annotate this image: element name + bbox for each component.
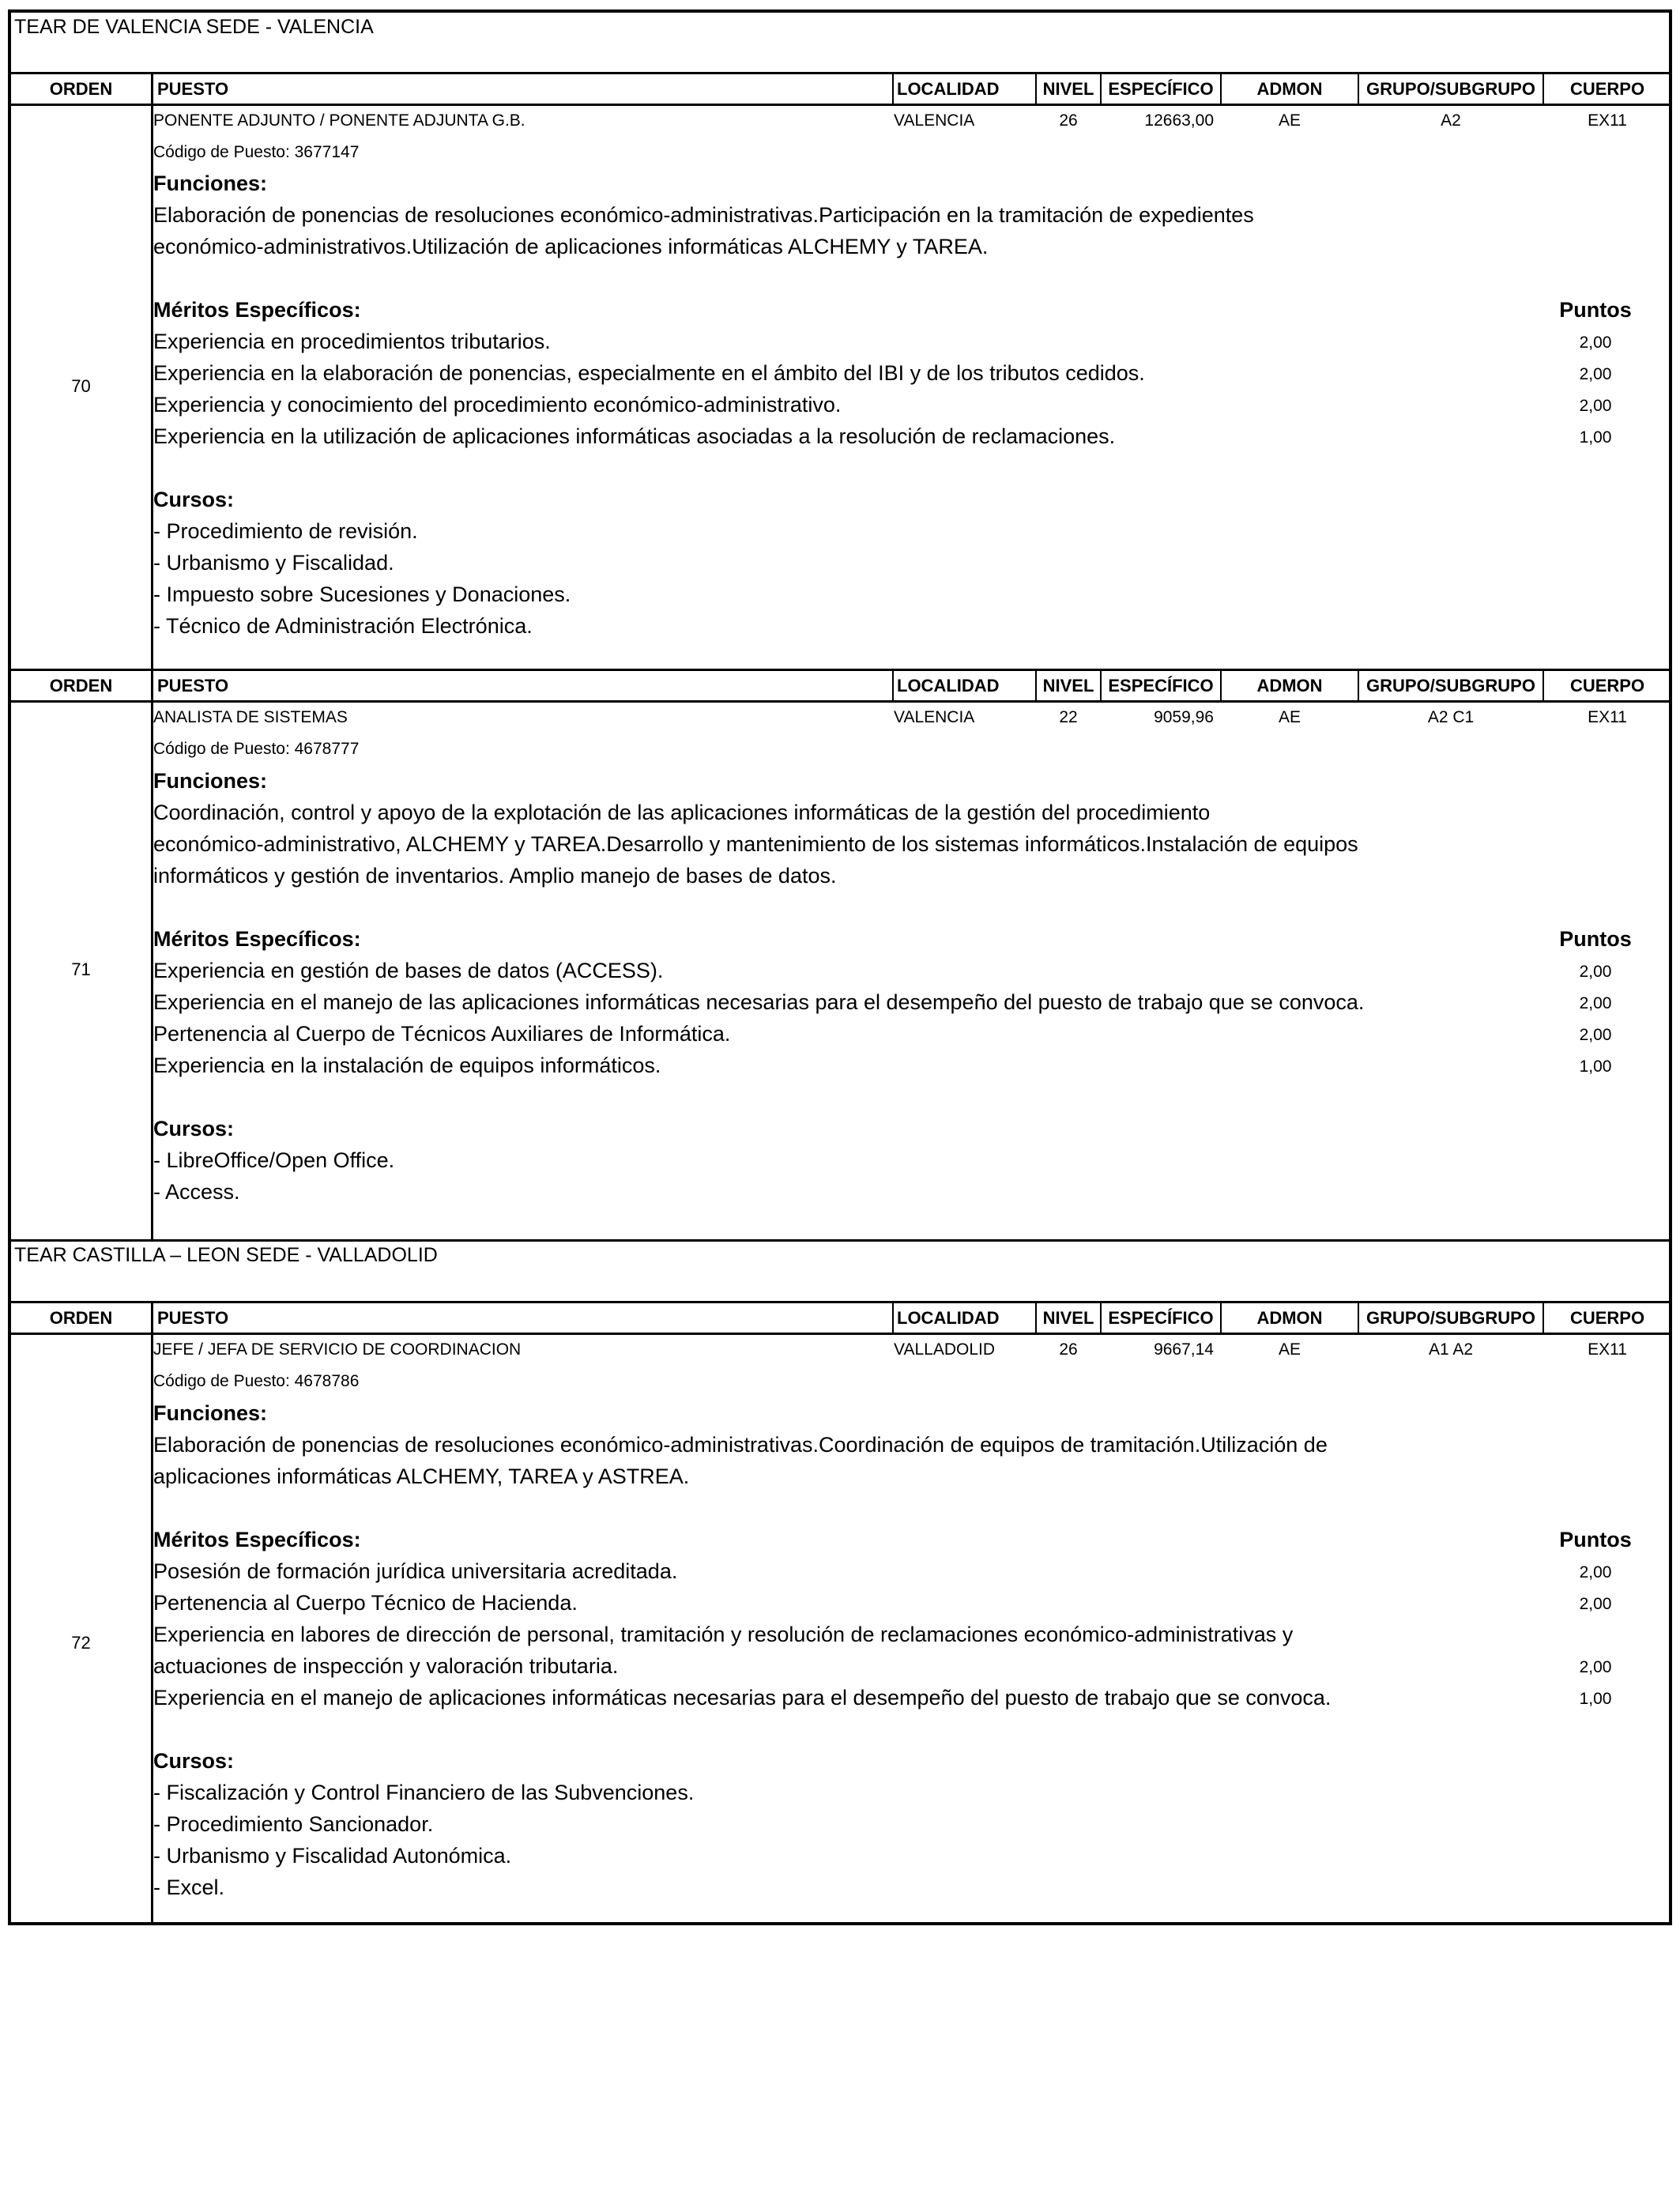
header-admon: ADMON bbox=[1256, 79, 1323, 99]
localidad-value: VALENCIA bbox=[894, 708, 975, 726]
nivel-value: 26 bbox=[1059, 1340, 1078, 1359]
document-table bbox=[8, 9, 1672, 1925]
puntos-label: Puntos bbox=[1559, 298, 1632, 322]
curso-item: - Técnico de Administración Electrónica. bbox=[153, 614, 533, 638]
merito-item: Experiencia en labores de dirección de personal, tramitación y resolución de reclamaciones económico-administrativas y bbox=[153, 1623, 1294, 1646]
puesto-name: PONENTE ADJUNTO / PONENTE ADJUNTA G.B. bbox=[153, 111, 525, 130]
funciones-label: Funciones: bbox=[153, 1401, 268, 1425]
nivel-value: 22 bbox=[1059, 708, 1078, 726]
merito-puntos: 2,00 bbox=[1579, 1026, 1612, 1044]
nivel-value: 26 bbox=[1059, 111, 1078, 130]
funciones-line: aplicaciones informáticas ALCHEMY, TAREA y ASTREA. bbox=[153, 1465, 690, 1488]
merito-puntos: 2,00 bbox=[1579, 1595, 1612, 1613]
merito-item: Posesión de formación jurídica universitaria acreditada. bbox=[153, 1559, 678, 1583]
merito-puntos: 2,00 bbox=[1579, 365, 1612, 383]
codigo-puesto: Código de Puesto: 4678786 bbox=[153, 1372, 360, 1390]
merito-puntos: 2,00 bbox=[1579, 1658, 1612, 1676]
merito-puntos: 1,00 bbox=[1579, 428, 1612, 447]
curso-item: - Fiscalización y Control Financiero de las Subvenciones. bbox=[153, 1781, 695, 1804]
curso-item: - Procedimiento de revisión. bbox=[153, 519, 418, 543]
header-especifico: ESPECÍFICO bbox=[1108, 79, 1214, 99]
section-title: TEAR DE VALENCIA SEDE - VALENCIA bbox=[14, 16, 374, 38]
meritos-label: Méritos Específicos: bbox=[153, 298, 361, 322]
funciones-line: informáticos y gestión de inventarios. Amplio manejo de bases de datos. bbox=[153, 864, 837, 888]
merito-item: Experiencia en la utilización de aplicaciones informáticas asociadas a la resolución de reclamaciones. bbox=[153, 424, 1116, 448]
header-nivel: NIVEL bbox=[1042, 1308, 1094, 1328]
meritos-label: Méritos Específicos: bbox=[153, 927, 361, 951]
grupo-value: A2 bbox=[1441, 111, 1461, 130]
merito-puntos: 2,00 bbox=[1579, 1563, 1612, 1581]
header-nivel: NIVEL bbox=[1042, 79, 1094, 99]
codigo-puesto: Código de Puesto: 3677147 bbox=[153, 143, 360, 161]
header-admon: ADMON bbox=[1256, 676, 1323, 696]
cursos-label: Cursos: bbox=[153, 1749, 235, 1773]
orden-value: 70 bbox=[71, 376, 91, 396]
header-especifico: ESPECÍFICO bbox=[1108, 676, 1214, 696]
header-puesto: PUESTO bbox=[157, 1308, 229, 1328]
merito-item: Experiencia en la elaboración de ponencias, especialmente en el ámbito del IBI y de los tributos cedidos. bbox=[153, 361, 1145, 385]
header-orden: ORDEN bbox=[49, 676, 113, 696]
header-cuerpo: CUERPO bbox=[1569, 1308, 1645, 1328]
codigo-puesto: Código de Puesto: 4678777 bbox=[153, 740, 360, 758]
merito-item: Pertenencia al Cuerpo Técnico de Hacienda. bbox=[153, 1591, 578, 1615]
header-localidad: LOCALIDAD bbox=[897, 79, 1000, 99]
merito-item: actuaciones de inspección y valoración tributaria. bbox=[153, 1654, 619, 1678]
cuerpo-value: EX11 bbox=[1588, 111, 1627, 130]
especifico-value: 12663,00 bbox=[1144, 111, 1214, 130]
admon-value: AE bbox=[1278, 1340, 1301, 1359]
header-nivel: NIVEL bbox=[1042, 676, 1094, 696]
funciones-line: económico-administrativos.Utilización de aplicaciones informáticas ALCHEMY y TAREA. bbox=[153, 235, 989, 258]
header-grupo: GRUPO/SUBGRUPO bbox=[1366, 1308, 1535, 1328]
merito-puntos: 1,00 bbox=[1579, 1690, 1612, 1708]
cuerpo-value: EX11 bbox=[1588, 708, 1627, 726]
puntos-label: Puntos bbox=[1559, 927, 1632, 951]
funciones-line: Elaboración de ponencias de resoluciones económico-administrativas.Coordinación de equipos de tramitación.Utilización de bbox=[153, 1433, 1328, 1457]
curso-item: - Urbanismo y Fiscalidad. bbox=[153, 551, 394, 575]
admon-value: AE bbox=[1278, 708, 1301, 726]
grupo-value: A2 C1 bbox=[1427, 708, 1475, 726]
puesto-name: JEFE / JEFA DE SERVICIO DE COORDINACION bbox=[153, 1340, 522, 1359]
funciones-label: Funciones: bbox=[153, 769, 268, 793]
header-grupo: GRUPO/SUBGRUPO bbox=[1366, 79, 1535, 99]
admon-value: AE bbox=[1278, 111, 1301, 130]
merito-item: Experiencia en el manejo de las aplicaciones informáticas necesarias para el desempeño del puesto de trabajo que se convoca. bbox=[153, 990, 1365, 1014]
merito-puntos: 2,00 bbox=[1579, 994, 1612, 1012]
header-puesto: PUESTO bbox=[157, 79, 229, 99]
localidad-value: VALLADOLID bbox=[894, 1340, 995, 1359]
meritos-label: Méritos Específicos: bbox=[153, 1528, 361, 1551]
header-admon: ADMON bbox=[1256, 1308, 1323, 1328]
header-especifico: ESPECÍFICO bbox=[1108, 1308, 1214, 1328]
header-grupo: GRUPO/SUBGRUPO bbox=[1366, 676, 1535, 696]
merito-puntos: 2,00 bbox=[1579, 963, 1612, 981]
header-cuerpo: CUERPO bbox=[1569, 79, 1645, 99]
header-puesto: PUESTO bbox=[157, 676, 229, 696]
merito-puntos: 1,00 bbox=[1579, 1057, 1612, 1076]
curso-item: - Excel. bbox=[153, 1875, 225, 1899]
merito-item: Experiencia en el manejo de aplicaciones informáticas necesarias para el desempeño del puesto de trabajo que se convoca. bbox=[153, 1686, 1332, 1710]
header-orden: ORDEN bbox=[49, 79, 113, 99]
orden-value: 71 bbox=[71, 959, 91, 979]
cuerpo-value: EX11 bbox=[1588, 1340, 1627, 1359]
curso-item: - Impuesto sobre Sucesiones y Donaciones. bbox=[153, 582, 571, 606]
merito-item: Experiencia en gestión de bases de datos (ACCESS). bbox=[153, 959, 664, 982]
curso-item: - Urbanismo y Fiscalidad Autonómica. bbox=[153, 1844, 512, 1868]
funciones-line: Coordinación, control y apoyo de la explotación de las aplicaciones informáticas de la gestión del procedimiento bbox=[153, 801, 1211, 824]
merito-item: Experiencia y conocimiento del procedimiento económico-administrativo. bbox=[153, 393, 842, 417]
cursos-label: Cursos: bbox=[153, 1117, 235, 1140]
grupo-value: A1 A2 bbox=[1428, 1340, 1474, 1359]
header-orden: ORDEN bbox=[49, 1308, 113, 1328]
funciones-label: Funciones: bbox=[153, 172, 268, 195]
localidad-value: VALENCIA bbox=[894, 111, 975, 130]
curso-item: - LibreOffice/Open Office. bbox=[153, 1148, 395, 1172]
curso-item: - Procedimiento Sancionador. bbox=[153, 1812, 434, 1836]
cursos-label: Cursos: bbox=[153, 488, 235, 511]
merito-item: Experiencia en procedimientos tributarios. bbox=[153, 330, 551, 353]
puesto-name: ANALISTA DE SISTEMAS bbox=[153, 708, 348, 726]
merito-puntos: 2,00 bbox=[1579, 397, 1612, 415]
funciones-line: económico-administrativo, ALCHEMY y TAREA.Desarrollo y mantenimiento de los sistemas informáticos.Instalación de equipos bbox=[153, 832, 1358, 856]
merito-puntos: 2,00 bbox=[1579, 334, 1612, 352]
curso-item: - Access. bbox=[153, 1180, 240, 1204]
header-localidad: LOCALIDAD bbox=[897, 676, 1000, 696]
funciones-line: Elaboración de ponencias de resoluciones económico-administrativas.Participación en la tramitación de expedientes bbox=[153, 203, 1254, 227]
especifico-value: 9059,96 bbox=[1154, 708, 1214, 726]
header-cuerpo: CUERPO bbox=[1569, 676, 1645, 696]
especifico-value: 9667,14 bbox=[1154, 1340, 1214, 1359]
merito-item: Experiencia en la instalación de equipos informáticos. bbox=[153, 1054, 661, 1077]
header-localidad: LOCALIDAD bbox=[897, 1308, 1000, 1328]
section-title: TEAR CASTILLA – LEON SEDE - VALLADOLID bbox=[14, 1244, 438, 1266]
merito-item: Pertenencia al Cuerpo de Técnicos Auxiliares de Informática. bbox=[153, 1022, 731, 1046]
puntos-label: Puntos bbox=[1559, 1528, 1632, 1551]
orden-value: 72 bbox=[71, 1633, 91, 1653]
